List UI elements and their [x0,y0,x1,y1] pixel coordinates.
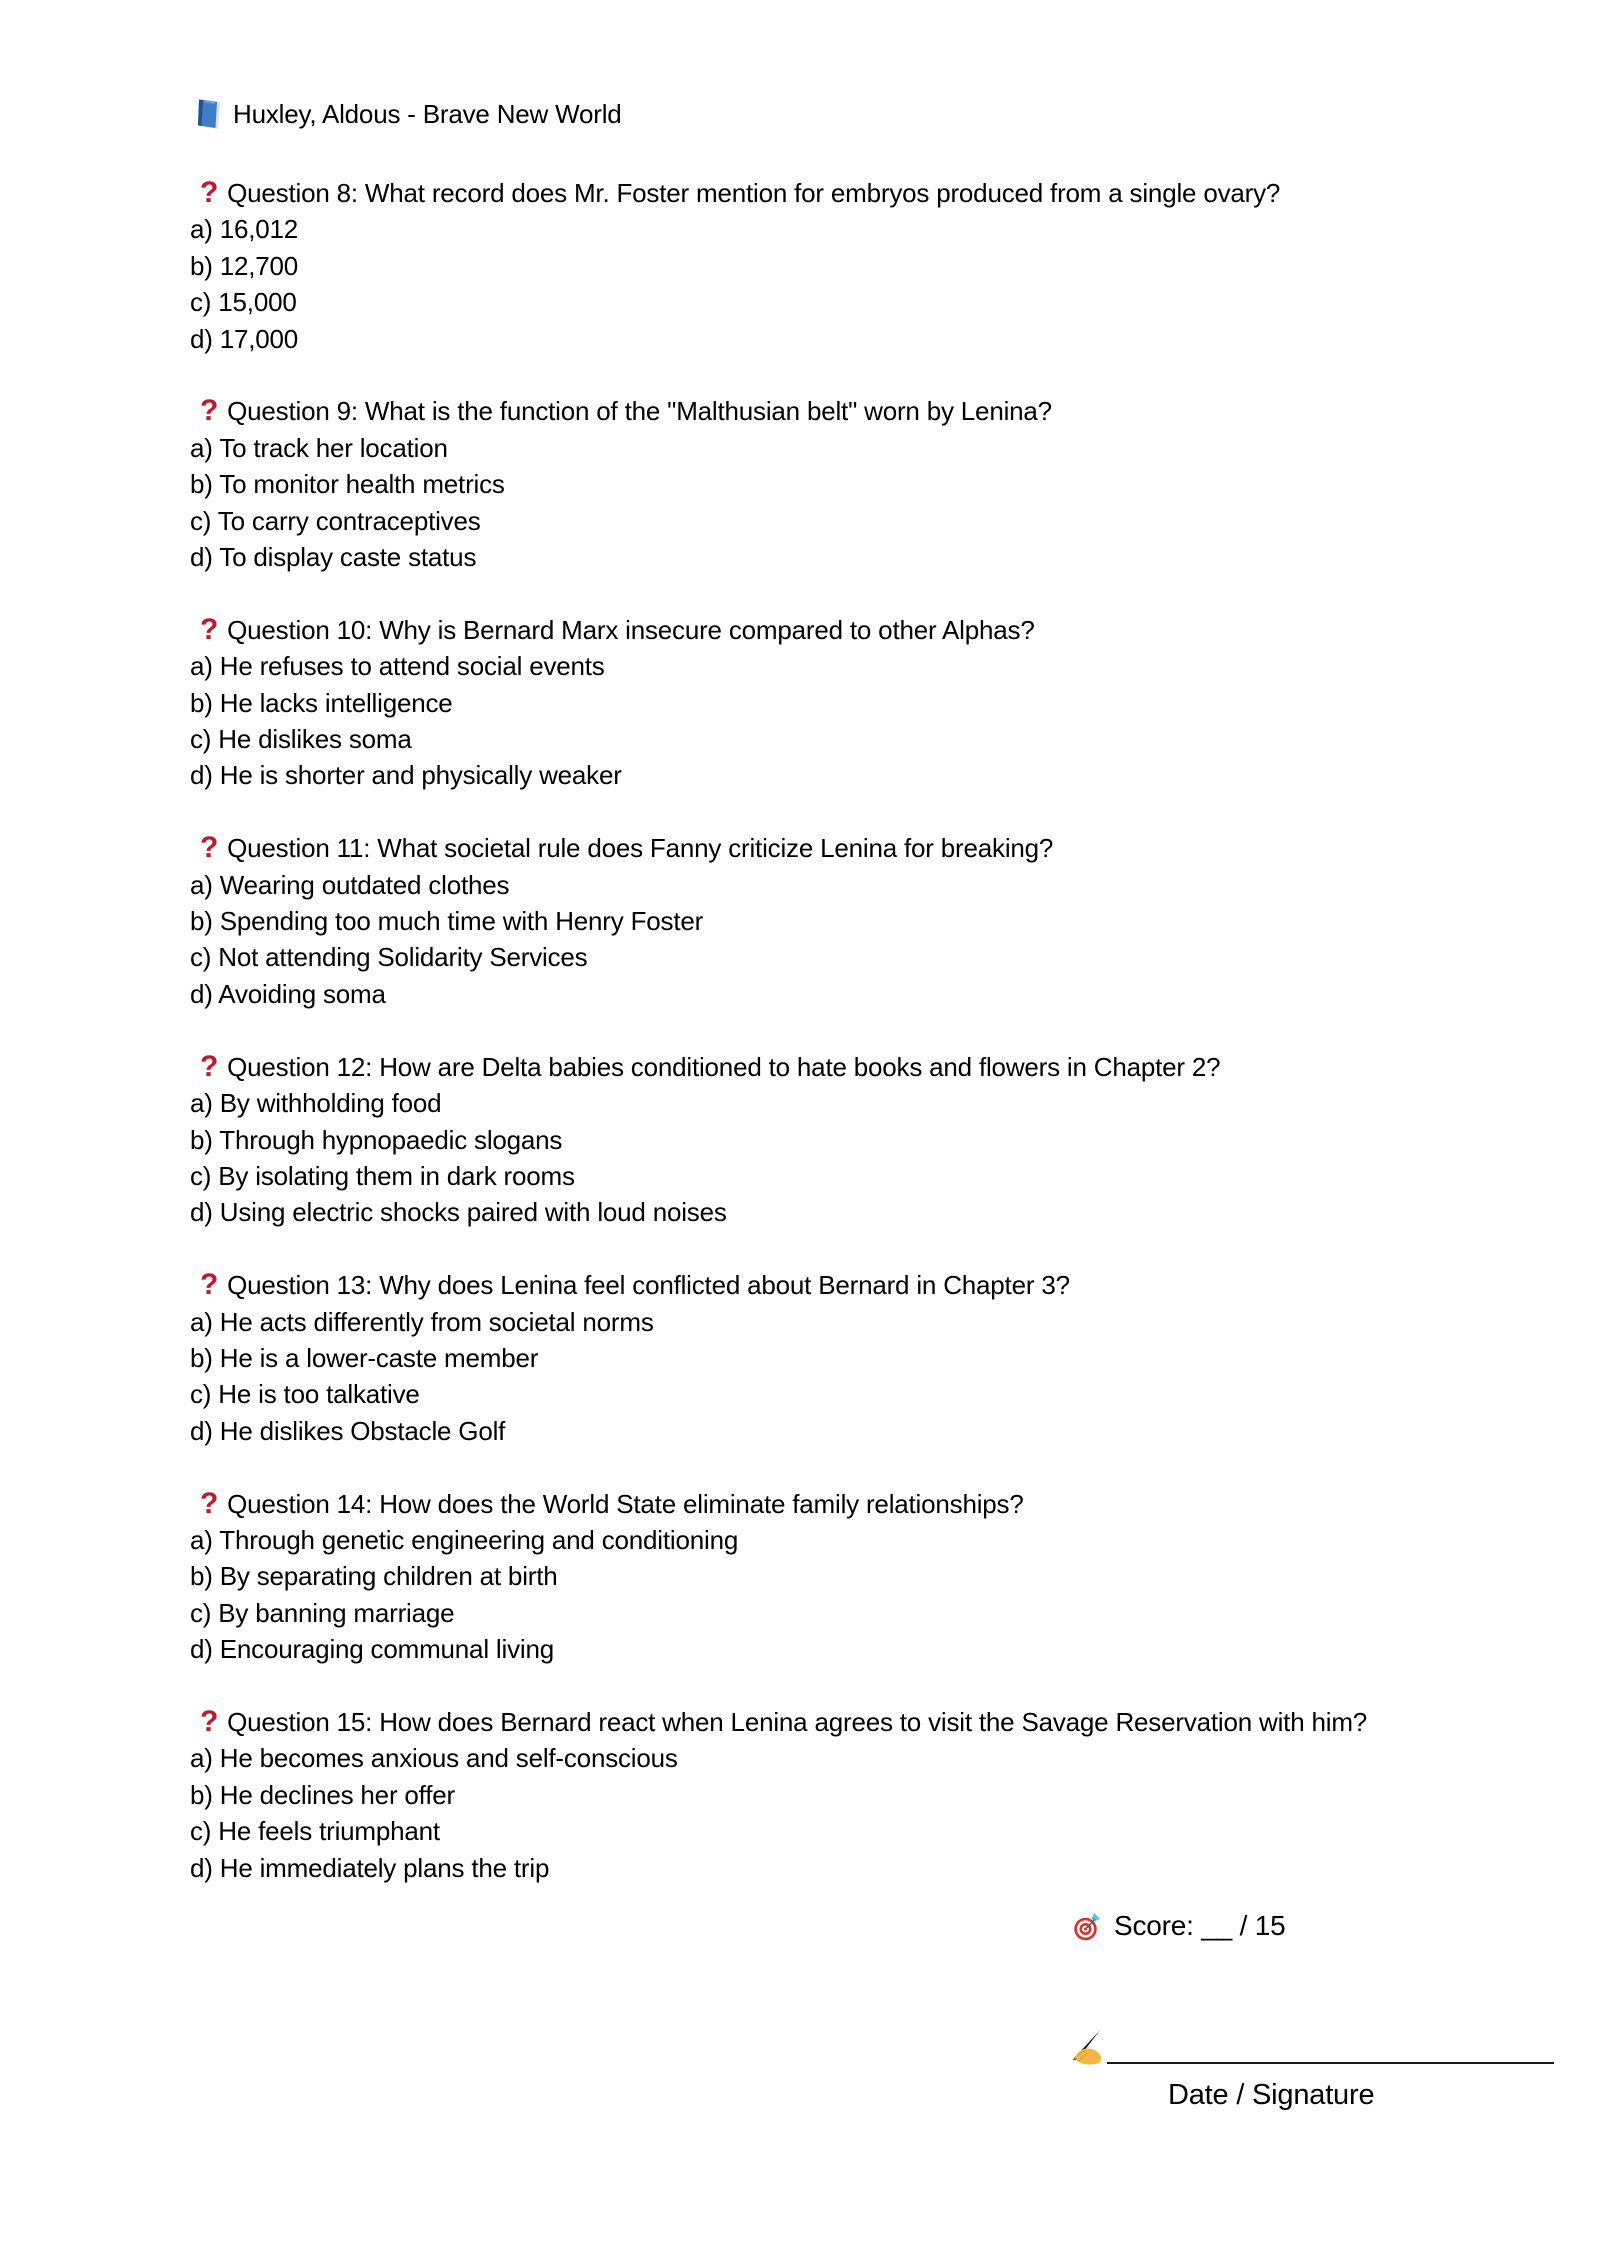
question-block [190,1486,1600,1668]
answer-option: d) Avoiding soma [190,978,386,1009]
question-text: Question 10: Why is Bernard Marx insecure compared to other Alphas? [227,614,1035,645]
question-text: Question 12: How are Delta babies conditioned to hate books and flowers in Chapter 2? [227,1051,1221,1082]
question-line [190,1267,1600,1303]
answer-option: d) Encouraging communal living [190,1634,554,1665]
answer-option: b) He is a lower-caste member [190,1342,539,1373]
question-line [190,393,1600,429]
question-text: Question 13: Why does Lenina feel conflicted about Bernard in Chapter 3? [227,1270,1070,1301]
question-line [190,1704,1600,1740]
question-text: Question 15: How does Bernard react when Lenina agrees to visit the Savage Reservation with him? [227,1706,1368,1737]
question-block [190,1267,1600,1449]
question-line [190,175,1600,211]
answer-option: d) He immediately plans the trip [190,1852,550,1883]
blue-book-icon [196,98,222,130]
answer-option: c) Not attending Solidarity Services [190,942,588,973]
question-mark-icon: ? [200,612,219,646]
answer-option: c) He dislikes soma [190,724,412,755]
question-mark-icon: ? [200,1704,219,1738]
answer-option: b) Spending too much time with Henry Foster [190,906,704,937]
question-mark-icon: ? [200,1268,219,1302]
question-block [190,1049,1600,1231]
signature-line [1107,2062,1554,2064]
question-mark-icon: ? [200,176,219,209]
document-title: Huxley, Aldous - Brave New World [233,98,622,129]
question-text: Question 9: What is the function of the "Malthusian belt" worn by Lenina? [227,396,1052,427]
answer-option: c) He feels triumphant [190,1816,440,1847]
answer-option: d) 17,000 [190,323,299,354]
answer-option: a) He acts differently from societal norms [190,1306,654,1337]
question-mark-icon: ? [200,394,219,428]
document-header [190,96,1600,132]
answer-option: c) To carry contraceptives [190,505,481,536]
answer-option: a) To track her location [190,432,448,463]
answer-option: b) He declines her offer [190,1779,455,1810]
answer-option: a) 16,012 [190,214,299,245]
answer-option: d) Using electric shocks paired with loud noises [190,1197,727,1228]
question-line [190,612,1600,648]
answer-option: c) By banning marriage [190,1597,455,1628]
target-icon [1072,1911,1102,1941]
answer-option: a) He becomes anxious and self-conscious [190,1743,678,1774]
question-mark-icon: ? [200,1049,219,1083]
score-line [1072,1908,1286,1944]
answer-option: c) By isolating them in dark rooms [190,1160,575,1191]
answer-option: a) He refuses to attend social events [190,651,605,682]
answer-option: d) He dislikes Obstacle Golf [190,1415,506,1446]
question-mark-icon: ? [200,1486,219,1520]
question-line [190,830,1600,866]
answer-option: a) Through genetic engineering and conditioning [190,1524,739,1555]
question-text: Question 11: What societal rule does Fanny criticize Lenina for breaking? [227,833,1054,864]
question-block [190,612,1600,794]
answer-option: d) To display caste status [190,542,477,573]
answer-option: b) To monitor health metrics [190,469,505,500]
signature-label: Date / Signature [1168,2079,1375,2111]
answer-option: b) Through hypnopaedic slogans [190,1124,563,1155]
question-block [190,1704,1600,1886]
answer-option: a) By withholding food [190,1088,442,1119]
question-text: Question 14: How does the World State eliminate family relationships? [227,1488,1024,1519]
question-block [190,175,1600,357]
answer-option: b) By separating children at birth [190,1561,558,1592]
answer-option: b) 12,700 [190,250,299,281]
question-block [190,830,1600,1012]
question-line [190,1486,1600,1522]
answer-option: c) 15,000 [190,287,297,318]
score-label: Score: __ / 15 [1114,1910,1286,1941]
writing-hand-icon [1068,2028,1106,2066]
answer-option: b) He lacks intelligence [190,687,453,718]
answer-option: d) He is shorter and physically weaker [190,760,622,791]
answer-option: a) Wearing outdated clothes [190,869,510,900]
answer-option: c) He is too talkative [190,1379,420,1410]
question-block [190,393,1600,575]
question-line [190,1049,1600,1085]
question-mark-icon: ? [200,831,219,865]
question-text: Question 8: What record does Mr. Foster mention for embryos produced from a single ovary? [227,178,1281,208]
